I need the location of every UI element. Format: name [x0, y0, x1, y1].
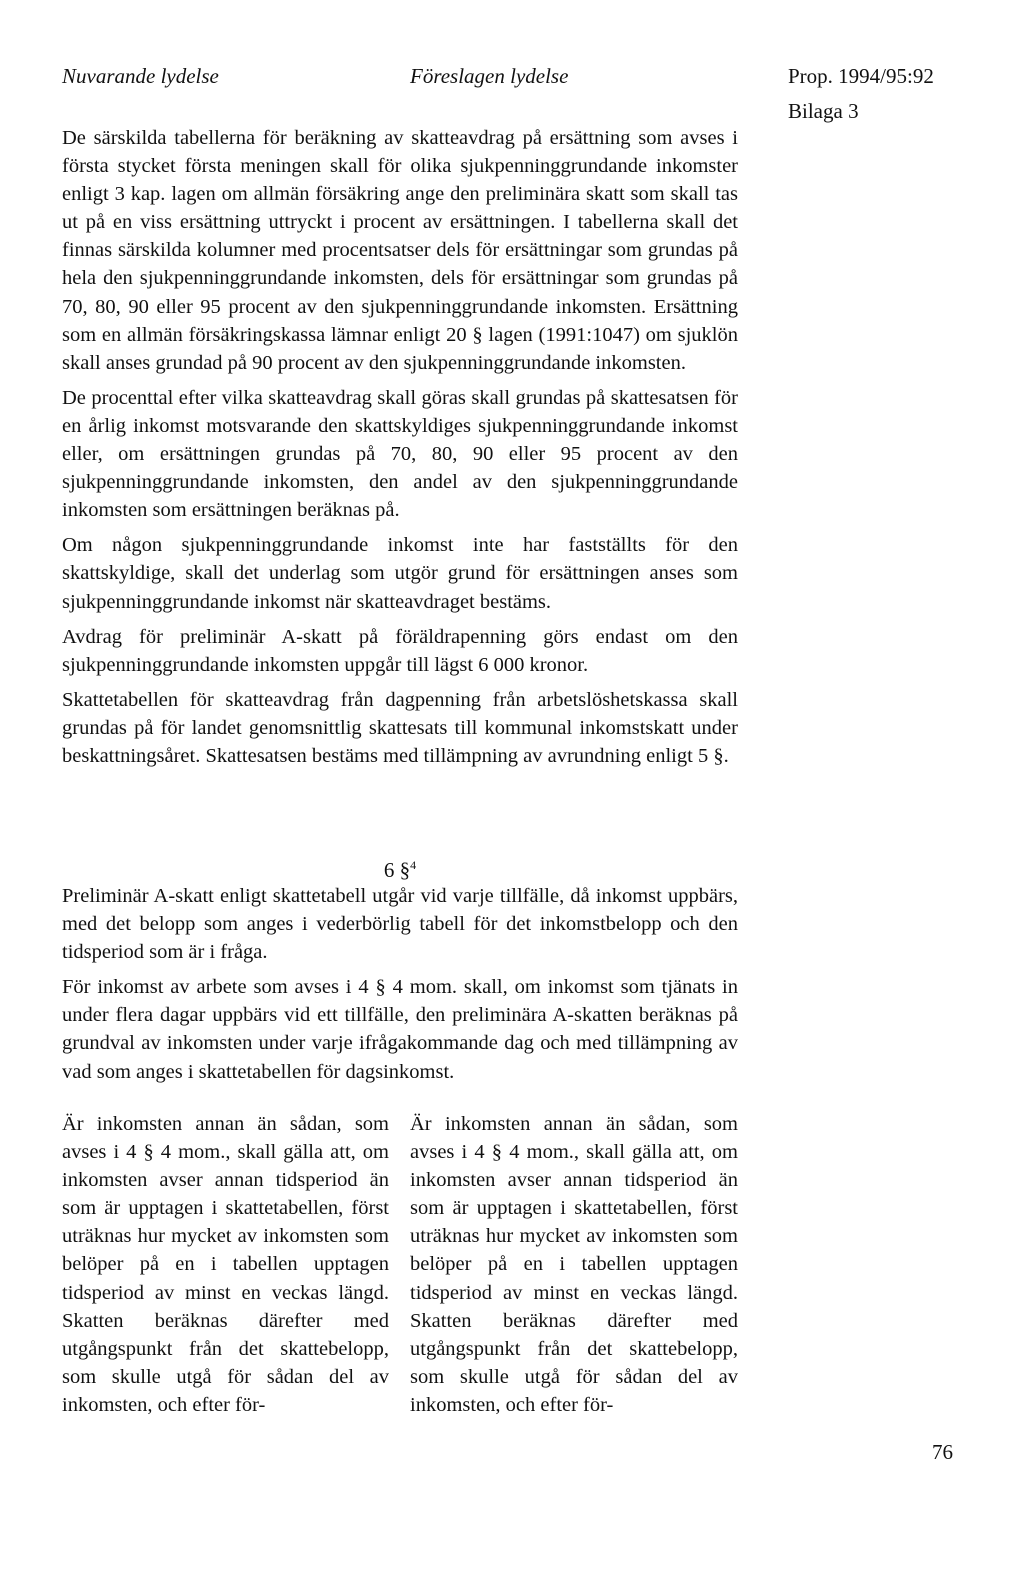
paragraph: Avdrag för preliminär A-skatt på föräldrapenning görs endast om den sjukpenninggrundande inkomsten uppgår till lägst 6 000 kronor. — [62, 625, 738, 676]
paragraph: För inkomst av arbete som avses i 4 § 4 mom. skall, om inkomst som tjänats in under flera dagar uppbärs vid ett tillfälle, den preliminära A-skatten beräknas på grundval av inkomsten under varje ifrågakommande dag och med tillämpning av vad som anges i skattetabellen för dagsinkomst. — [62, 976, 738, 1083]
header-proposition-reference: Prop. 1994/95:92 — [788, 64, 934, 88]
column-current-wording: Är inkomsten annan än sådan, som avses i 4 § 4 mom., skall gälla att, om inkomsten avser annan tidsperiod än som är upptagen i skattetabellen, först uträknas hur mycket av inkomsten som belöper på en i tabellen upptagen tidsperiod av minst en veckas längd. Skatten beräknas därefter med utgångspunkt från det skattebelopp, som skulle utgå för sådan del av inkomsten, och efter för- — [62, 1113, 389, 1416]
paragraph: Preliminär A-skatt enligt skattetabell utgår vid varje tillfälle, då inkomst uppbärs, med det belopp som anges i vederbörlig tabell för det inkomstbelopp och den tidsperiod som är i fråga. — [62, 885, 738, 964]
paragraph: De procenttal efter vilka skatteavdrag skall göras skall grundas på skattesatsen för en årlig inkomst motsvarande den skattskyldiges sjukpenninggrundande inkomst eller, om ersättningen grundas på 70, 80, 90 eller 95 procent av den sjukpenninggrundande inkomsten, den andel av den sjukpenninggrundande inkomsten som ersättningen beräknas på. — [62, 386, 738, 522]
header-current-wording: Nuvarande lydelse — [62, 64, 219, 88]
column-proposed-wording: Är inkomsten annan än sådan, som avses i 4 § 4 mom., skall gälla att, om inkomsten avser annan tidsperiod än som är upptagen i skattetabellen, först uträknas hur mycket av inkomsten som belöper på en i tabellen upptagen tidsperiod av minst en veckas längd. Skatten beräknas därefter med utgångspunkt från det skattebelopp, som skulle utgå för sådan del av inkomsten, och efter för- — [410, 1113, 738, 1416]
header-proposed-wording: Föreslagen lydelse — [410, 64, 569, 88]
page-number: 76 — [932, 1440, 953, 1464]
footnote-marker: 4 — [410, 858, 417, 872]
section-heading — [62, 856, 738, 884]
paragraph: Om någon sjukpenninggrundande inkomst inte har fastställts för den skattskyldige, skall det underlag som utgör grund för ersättningen anses som sjukpenninggrundande inkomst när skatteavdraget bestäms. — [62, 534, 738, 613]
paragraph: De särskilda tabellerna för beräkning av skatteavdrag på ersättning som avses i första stycket första meningen skall för olika sjukpenninggrundande inkomster enligt 3 kap. lagen om allmän försäkring ange den preliminära skatt som skall tas ut på en viss ersättning uttryckt i procent av ersättningen. I tabellerna skall det finnas särskilda kolumner med procentsatser dels för ersättningar som grundas på hela den sjukpenninggrundande inkomsten, dels för ersättningar som grundas på 70, 80, 90 eller 95 procent av den sjukpenninggrundande inkomsten. Ersättning som en allmän försäkringskassa lämnar enligt 20 § lagen (1991:1047) om sjuklön skall anses grundad på 90 procent av den sjukpenninggrundande inkomsten. — [62, 127, 738, 374]
header-appendix-label: Bilaga 3 — [788, 99, 859, 123]
section-label: 6 § — [383, 858, 411, 882]
body-text-top — [62, 124, 738, 777]
paragraph: Skattetabellen för skatteavdrag från dagpenning från arbetslöshetskassa skall grundas på för landet genomsnittlig skattesats till kommunal inkomstskatt under beskattningsåret. Skattesatsen bestäms med tillämpning av avrundning enligt 5 §. — [62, 688, 738, 767]
body-text-section — [62, 882, 738, 1093]
